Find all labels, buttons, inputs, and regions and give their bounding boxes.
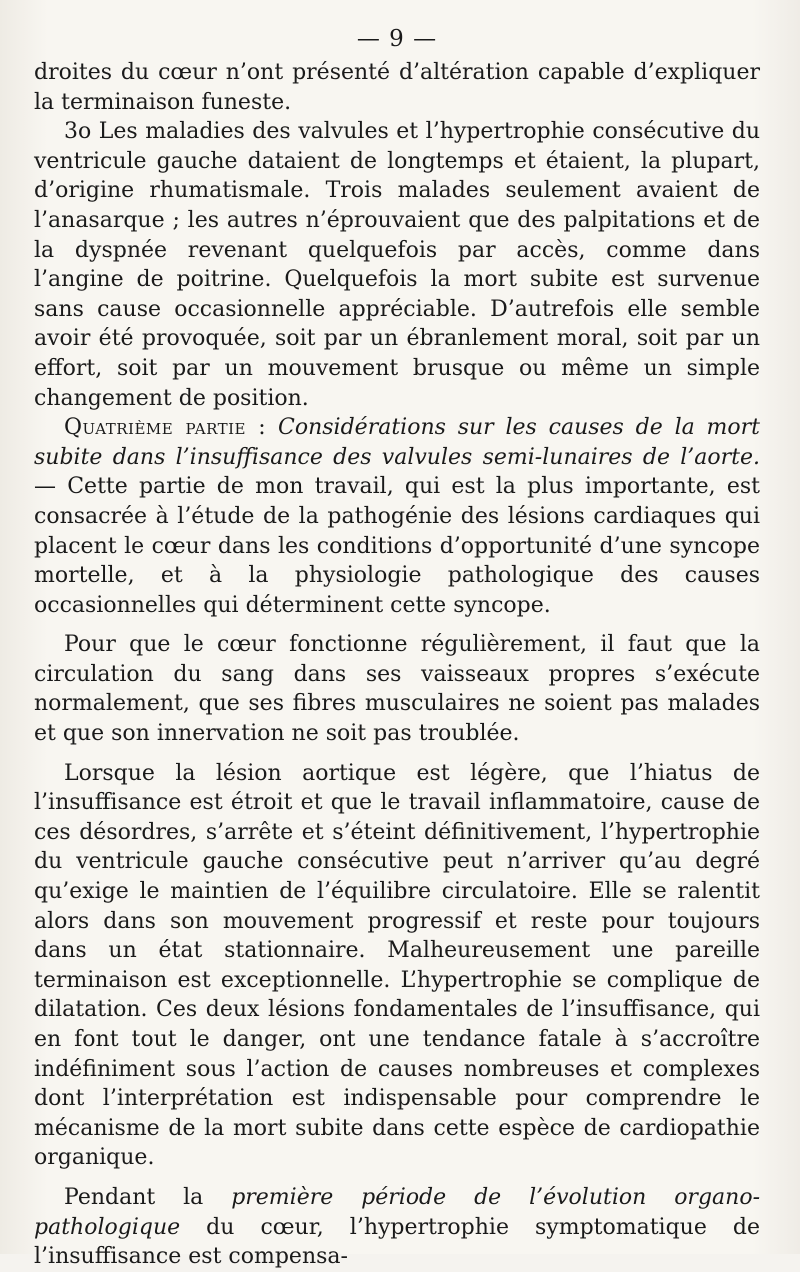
paragraph-6 bbox=[34, 1183, 760, 1272]
paragraph-6-italic: première période de l’évolution organo-pathologique bbox=[34, 1184, 761, 1240]
paragraph-6-end: du cœur, l’hypertrophie symptomatique de l’insuffisance est compensa- bbox=[34, 1214, 760, 1270]
paragraph-5: Lorsque la lésion aortique est légère, que l’hiatus de l’insuffisance est étroit et que le travail inflammatoire, cause de ces désordres, s’arrête et s’éteint définitivement, l’hypertrophie du ventricule gauche consécutive peut n’arriver qu’au degré qu’exige le maintien de l’équilibre circulatoire. Elle se ralentit alors dans son mouvement progressif et reste pour toujours dans un état stationnaire. Malheureusement une pareille terminaison est exceptionnelle. L’hypertrophie se complique de dilatation. Ces deux lésions fondamentales de l’insuffisance, qui en font tout le danger, ont une tendance fatale à s’accroître indéfiniment sous l’action de causes nombreuses et complexes dont l’interprétation est indispensable pour comprendre le mécanisme de la mort subite dans cette espèce de cardiopathie organique. bbox=[34, 760, 760, 1171]
paragraph-1: droites du cœur n’ont présenté d’altération capable d’expliquer la terminaison funeste. bbox=[34, 60, 760, 115]
paragraph-6-start: Pendant la bbox=[64, 1184, 204, 1210]
paragraph-4: Pour que le cœur fonctionne régulièrement, il faut que la circulation du sang dans ses vaisseaux propres s’exécute normalement, que ses fibres musculaires ne soient pas malades et que son innervation ne soit pas troublée. bbox=[34, 632, 760, 747]
paragraph-2: 3o Les maladies des valvules et l’hypertrophie consécutive du ventricule gauche dataient de longtemps et étaient, la plupart, d’origine rhumatismale. Trois malades seulement avaient de l’anasarque ; les autres n’éprouvaient que des palpitations et de la dyspnée revenant quelquefois par accès, comme dans l’angine de poitrine. Quelquefois la mort subite est survenue sans cause occasionnelle appréciable. D’autrefois elle semble avoir été provoquée, soit par un ébranlement moral, soit par un effort, soit par un mouvement brusque ou même un simple changement de position. bbox=[34, 119, 760, 411]
paragraph-3-body: — Cette partie de mon travail, qui est la plus importante, est consacrée à l’étude de la pathogénie des lésions cardiaques qui placent le cœur dans les conditions d’opportunité d’une syncope mortelle, et à la physiologie pathologique des causes occasionnelles qui déterminent cette syncope. bbox=[34, 474, 760, 618]
section-heading: Quatrième partie : bbox=[64, 415, 267, 441]
paragraph-3 bbox=[34, 413, 760, 620]
section-title: Considérations sur les causes de la mort subite dans l’insuffisance des valvules semi-lunaires de l’aorte. bbox=[34, 415, 760, 470]
page-number: — 9 — bbox=[356, 26, 438, 52]
